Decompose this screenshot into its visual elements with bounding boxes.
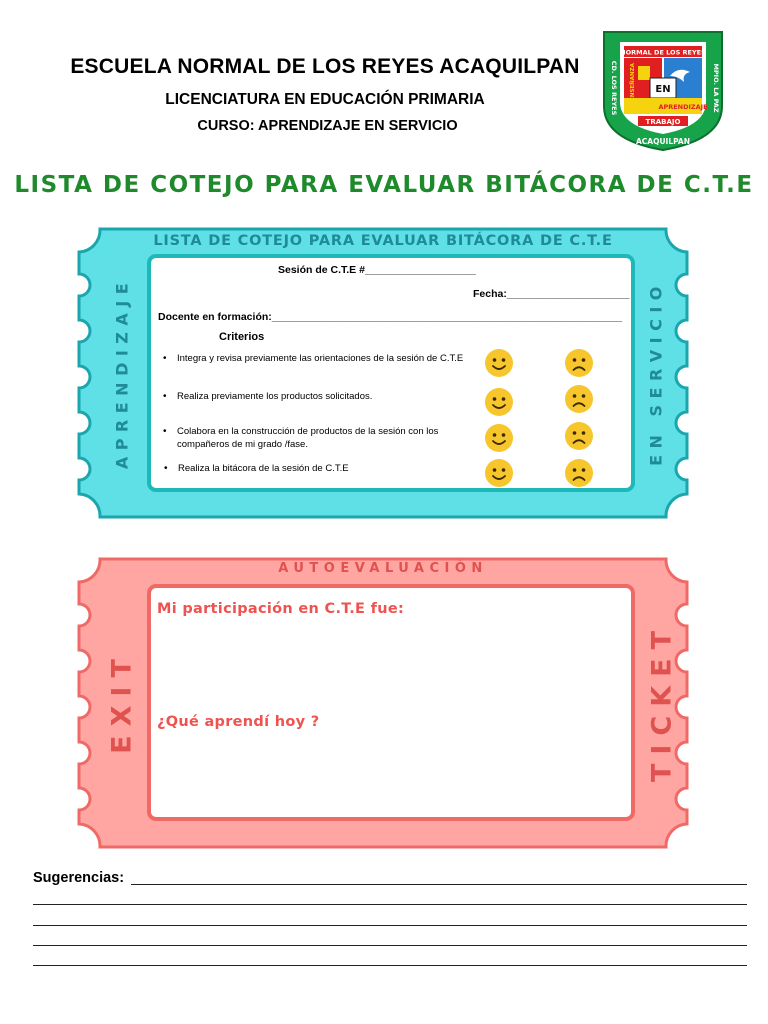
vertical-label-ticket: TICKET [646,621,678,783]
main-title: LISTA DE COTEJO PARA EVALUAR BITÁCORA DE C.T.E [14,172,754,198]
smiley-face-icon[interactable] [484,387,514,417]
suggestions-line[interactable] [33,904,747,905]
vertical-label-aprendizaje: APRENDIZAJE [112,276,132,470]
criterion-item [163,426,477,451]
criteria-heading: Criterios [219,331,265,343]
svg-text:EN: EN [655,84,671,95]
criterion-text: Colabora en la construcción de productos de la sesión con los compañeros de mi grado /fase. [177,426,439,450]
criterion-item [163,353,477,366]
participation-question: Mi participación en C.T.E fue: [157,601,405,617]
vertical-label-en-servicio: EN SERVICIO [646,280,666,466]
criterion-item [164,463,478,476]
crest-bottom-text: ACAQUILPAN [635,137,691,146]
checklist-ticket-header: LISTA DE COTEJO PARA EVALUAR BITÁCORA DE C.T.E [153,233,613,249]
bullet-icon: • [164,463,168,474]
crest-bottom-word: TRABAJO [645,118,681,126]
school-name: ESCUELA NORMAL DE LOS REYES ACAQUILPAN [70,55,580,78]
sad-face-icon[interactable] [564,348,594,378]
crest-top-text: NORMAL DE LOS REYES [620,48,706,57]
suggestions-label: Sugerencias: [33,870,125,886]
criterion-text: Realiza previamente los productos solicitados. [177,391,373,402]
sad-face-icon[interactable] [564,458,594,488]
degree-name: LICENCIATURA EN EDUCACIÓN PRIMARIA [165,91,485,108]
sad-face-icon[interactable] [564,384,594,414]
suggestions-line[interactable] [33,945,747,946]
suggestions-line[interactable] [131,884,747,885]
criterion-text: Realiza la bitácora de la sesión de C.T.E [178,463,349,474]
crest-left-word: ENSEÑANZA [630,63,636,101]
bullet-icon: • [163,353,167,364]
exit-ticket-panel[interactable] [147,584,635,821]
smiley-face-icon[interactable] [484,423,514,453]
criterion-text: Integra y revisa previamente las orientaciones de la sesión de C.T.E [177,353,464,364]
sad-face-icon[interactable] [564,421,594,451]
date-field[interactable]: Fecha:_____________________ [473,288,630,300]
vertical-label-exit: EXIT [106,650,138,754]
bullet-icon: • [163,391,167,402]
criterion-item [163,391,477,404]
crest-right-text: MPIO. LA PAZ [712,63,720,113]
course-name: CURSO: APRENDIZAJE EN SERVICIO [197,118,458,134]
smiley-face-icon[interactable] [484,458,514,488]
smiley-face-icon[interactable] [484,348,514,378]
session-number-field[interactable]: Sesión de C.T.E #___________________ [278,264,476,276]
crest-left-text: CD. LOS REYES [610,60,618,116]
learning-question: ¿Qué aprendí hoy ? [157,714,320,730]
school-crest-logo [598,28,728,153]
crest-right-word: APRENDIZAJE [658,103,708,111]
exit-ticket-header: AUTOEVALUACIÓN [278,561,488,576]
bullet-icon: • [163,426,167,437]
suggestions-line[interactable] [33,965,747,966]
teacher-name-field[interactable]: Docente en formación:____________________________________________________________ [158,311,623,323]
suggestions-line[interactable] [33,925,747,926]
